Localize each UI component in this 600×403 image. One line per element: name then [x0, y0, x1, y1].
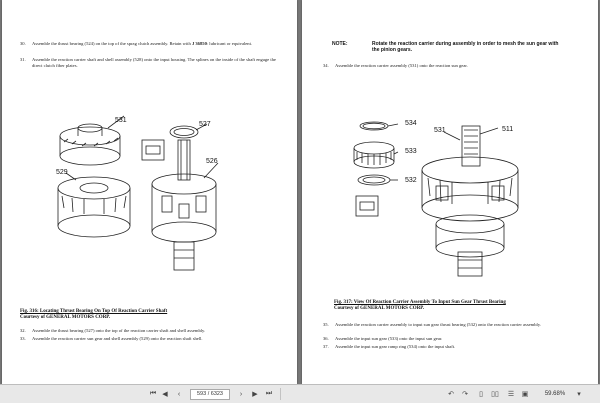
callout-label: 534 — [405, 120, 417, 127]
next-view-icon[interactable]: › — [239, 390, 243, 398]
single-page-icon[interactable]: ▯ — [479, 391, 483, 398]
back-icon[interactable]: ↶ — [448, 391, 454, 398]
callout-label: 527 — [199, 121, 211, 128]
zoom-level[interactable]: 59.68% — [544, 391, 566, 397]
document-page-left — [2, 0, 297, 384]
figure-317-caption: Fig. 317: View Of Reaction Carrier Assembly To Input Sun Gear Thrust Bearing Courtesy of GENERAL MOTORS CORP. — [334, 300, 506, 312]
step-32: 32. Assemble the thrust bearing (527) onto the top of the reaction carrier shaft and shell assembly. — [20, 328, 206, 333]
note-label: NOTE: — [332, 41, 348, 47]
callout-label: 533 — [405, 148, 417, 155]
document-page-right — [302, 0, 598, 384]
previous-page-icon[interactable]: ◀ — [162, 391, 168, 398]
step-30: 30. Assemble the thrust bearing (524) on the top of the sprag clutch assembly. Retain with J 36850: lubricant or equivalent. — [20, 41, 253, 46]
figure-316-illustration — [42, 108, 232, 278]
step-37: 37. Assemble the input sun gear ramp ring (534) onto the input shaft. — [323, 344, 456, 349]
zoom-dropdown-icon[interactable]: ▾ — [577, 391, 581, 398]
page-number-input[interactable]: 593 / 6323 — [190, 389, 230, 400]
viewer-toolbar — [0, 384, 600, 403]
figure-317-illustration — [352, 112, 542, 282]
note-text: Rotate the reaction carrier during assembly in order to mesh the sun gear with the pinion gears. — [372, 41, 559, 54]
step-31: 31. Assemble the reaction carrier shaft and shell assembly (528) onto the input housing. The splines on the inside of the shaft engage the direct clutch fiber plates. — [20, 57, 276, 68]
figure-316-caption: Fig. 316: Locating Thrust Bearing On Top Of Reaction Carrier Shaft Courtesy of GENERAL MOTORS CORP. — [20, 309, 168, 321]
step-34: 34. Assemble the reaction carrier assembly (531) onto the reaction sun gear. — [323, 63, 468, 68]
forward-icon[interactable]: ↷ — [462, 391, 468, 398]
callout-label: 529 — [56, 169, 68, 176]
toolbar-divider — [280, 388, 281, 400]
next-page-icon[interactable]: ▶ — [252, 391, 258, 398]
callout-label: 531 — [115, 117, 127, 124]
previous-view-icon[interactable]: ‹ — [177, 390, 181, 398]
step-36: 36. Assemble the input sun gear (533) onto the input sun gear. — [323, 336, 443, 341]
step-35: 35. Assemble the reaction carrier assembly to input sun gear thrust bearing (532) onto the reaction carrier assembly. — [323, 322, 541, 327]
continuous-icon[interactable]: ☰ — [507, 391, 515, 398]
callout-label: 511 — [502, 126, 514, 133]
callout-label: 531 — [434, 127, 446, 134]
callout-label: 532 — [405, 177, 417, 184]
callout-label: 526 — [206, 158, 218, 165]
fit-width-icon[interactable]: ▣ — [521, 391, 529, 398]
first-page-icon[interactable]: ⏮ — [149, 390, 157, 397]
two-page-icon[interactable]: ▯▯ — [491, 391, 499, 398]
last-page-icon[interactable]: ⏭ — [265, 390, 273, 397]
step-33: 33. Assemble the reaction carrier sun gear and shell assembly (529) onto the reaction shaft shell. — [20, 336, 203, 341]
